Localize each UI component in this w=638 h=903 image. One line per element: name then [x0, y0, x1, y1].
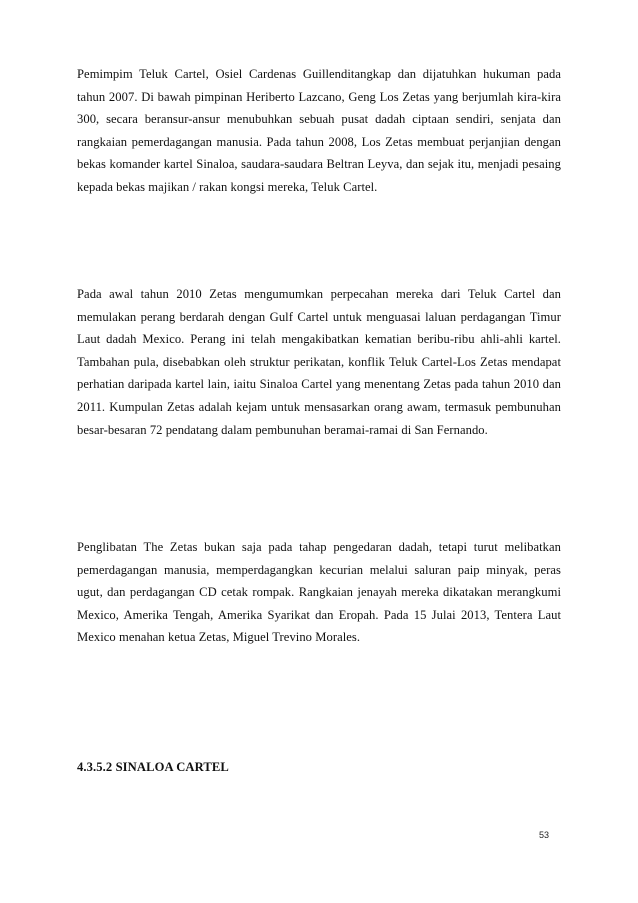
paragraph-2: Pada awal tahun 2010 Zetas mengumumkan perpecahan mereka dari Teluk Cartel dan memulakan perang berdarah dengan Gulf Cartel untuk menguasai laluan perdagangan Timur Laut dadah Mexico. Perang ini telah mengakibatkan kematian beribu-ribu ahli-ahli kartel. Tambahan pula, disebabkan oleh struktur perikatan, konflik Teluk Cartel-Los Zetas mendapat perhatian daripada kartel lain, iaitu Sinaloa Cartel yang menentang Zetas pada tahun 2010 dan 2011. Kumpulan Zetas adalah kejam untuk mensasarkan orang awam, termasuk pembunuhan besar-besaran 72 pendatang dalam pembunuhan beramai-ramai di San Fernando. [77, 287, 561, 437]
section-heading: 4.3.5.2 SINALOA CARTEL [77, 760, 229, 774]
paragraph-1: Pemimpim Teluk Cartel, Osiel Cardenas Guillenditangkap dan dijatuhkan hukuman pada tahun 2007. Di bawah pimpinan Heriberto Lazcano, Geng Los Zetas yang berjumlah kira-kira 300, secara beransur-ansur menubuhkan sebuah pusat dadah ciptaan sendiri, senjata dan rangkaian pemerdagangan manusia. Pada tahun 2008, Los Zetas membuat perjanjian dengan bekas komander kartel Sinaloa, saudara-saudara Beltran Leyva, dan sejak itu, menjadi pesaing kepada bekas majikan / rakan kongsi mereka, Teluk Cartel. [77, 67, 561, 194]
page-number: 53 [539, 830, 550, 840]
paragraph-3: Penglibatan The Zetas bukan saja pada tahap pengedaran dadah, tetapi turut melibatkan pemerdagangan manusia, memperdagangkan kecurian melalui saluran paip minyak, peras ugut, dan perdagangan CD cetak rompak. Rangkaian jenayah mereka dikatakan merangkumi Mexico, Amerika Tengah, Amerika Syarikat dan Eropah. Pada 15 Julai 2013, Tentera Laut Mexico menahan ketua Zetas, Miguel Trevino Morales. [77, 540, 561, 645]
